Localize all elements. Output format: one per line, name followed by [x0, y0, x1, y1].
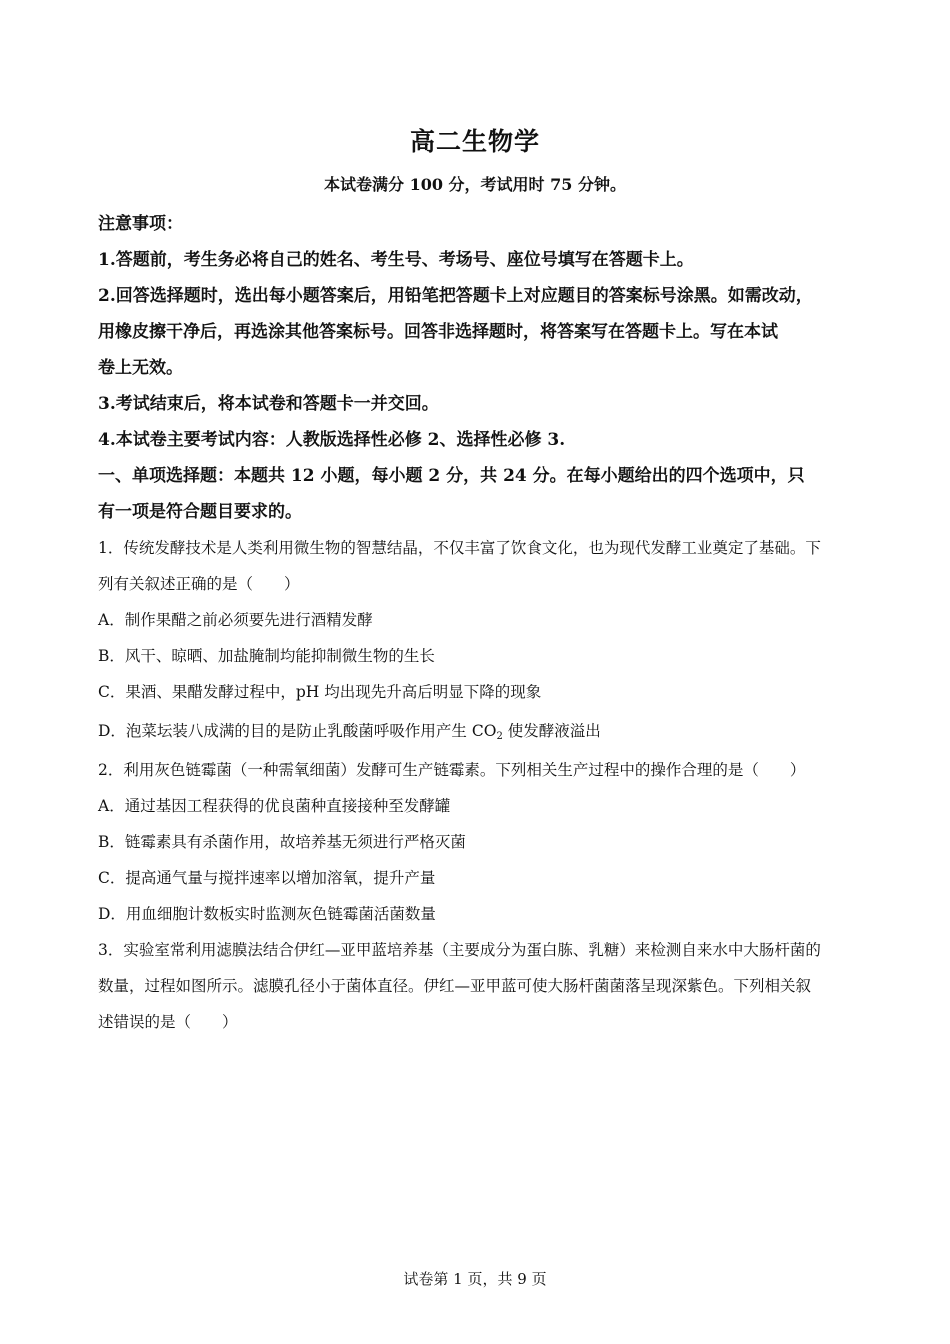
question-3-stem: 3．实验室常利用滤膜法结合伊红—亚甲蓝培养基（主要成分为蛋白胨、乳糖）来检测自来水中大肠杆菌的 [98, 941, 821, 959]
question-1-stem: 列有关叙述正确的是（ ） [98, 575, 300, 593]
question-3-stem: 数量，过程如图所示。滤膜孔径小于菌体直径。伊红—亚甲蓝可使大肠杆菌菌落呈现深紫色。下列相关叙 [98, 977, 812, 995]
page-title: 高二生物学 [409, 127, 540, 156]
subscript: 2 [496, 731, 503, 742]
exam-info: 本试卷满分 100 分，考试用时 75 分钟。 [324, 175, 626, 194]
note-line: 卷上无效。 [98, 358, 183, 378]
page-footer: 试卷第 1 页，共 9 页 [403, 1270, 547, 1288]
question-2-option-b: B．链霉素具有杀菌作用，故培养基无须进行严格灭菌 [98, 833, 466, 851]
question-1-option-d [98, 710, 858, 752]
question-2-stem: 2．利用灰色链霉菌（一种需氧细菌）发酵可生产链霉素。下列相关生产过程中的操作合理的是（ ） [98, 761, 806, 779]
questions [98, 530, 858, 1040]
option-d-text: D．泡菜坛装八成满的目的是防止乳酸菌呼吸作用产生 CO [98, 722, 497, 740]
notes-block [98, 206, 858, 530]
note-line: 4.本试卷主要考试内容：人教版选择性必修 2、选择性必修 3. [98, 430, 566, 450]
question-1-stem: 1．传统发酵技术是人类利用微生物的智慧结晶，不仅丰富了饮食文化，也为现代发酵工业奠定了基础。下 [98, 539, 821, 557]
section-heading: 一、单项选择题：本题共 12 小题，每小题 2 分，共 24 分。在每小题给出的四个选项中，只 [98, 466, 805, 486]
note-line: 2.回答选择题时，选出每小题答案后，用铅笔把答题卡上对应题目的答案标号涂黑。如需改动， [98, 286, 813, 306]
note-line: 3.考试结束后，将本试卷和答题卡一并交回。 [98, 394, 439, 414]
question-2-option-a: A．通过基因工程获得的优良菌种直接接种至发酵罐 [98, 797, 451, 815]
notes-heading: 注意事项： [98, 214, 183, 234]
section-heading: 有一项是符合题目要求的。 [98, 502, 302, 522]
question-1-option-a: A．制作果醋之前必须要先进行酒精发酵 [98, 611, 373, 629]
option-d-text-end: 使发酵液溢出 [502, 722, 601, 740]
question-1-option-c: C．果酒、果醋发酵过程中，pH 均出现先升高后明显下降的现象 [98, 683, 542, 701]
question-3-stem: 述错误的是（ ） [98, 1013, 238, 1031]
note-line: 1.答题前，考生务必将自己的姓名、考生号、考场号、座位号填写在答题卡上。 [98, 250, 694, 270]
question-2-option-c: C．提高通气量与搅拌速率以增加溶氧，提升产量 [98, 869, 436, 887]
note-line: 用橡皮擦干净后，再选涂其他答案标号。回答非选择题时，将答案写在答题卡上。写在本试 [98, 322, 778, 342]
question-1-option-b: B．风干、晾晒、加盐腌制均能抑制微生物的生长 [98, 647, 435, 665]
question-2-option-d: D．用血细胞计数板实时监测灰色链霉菌活菌数量 [98, 905, 436, 923]
